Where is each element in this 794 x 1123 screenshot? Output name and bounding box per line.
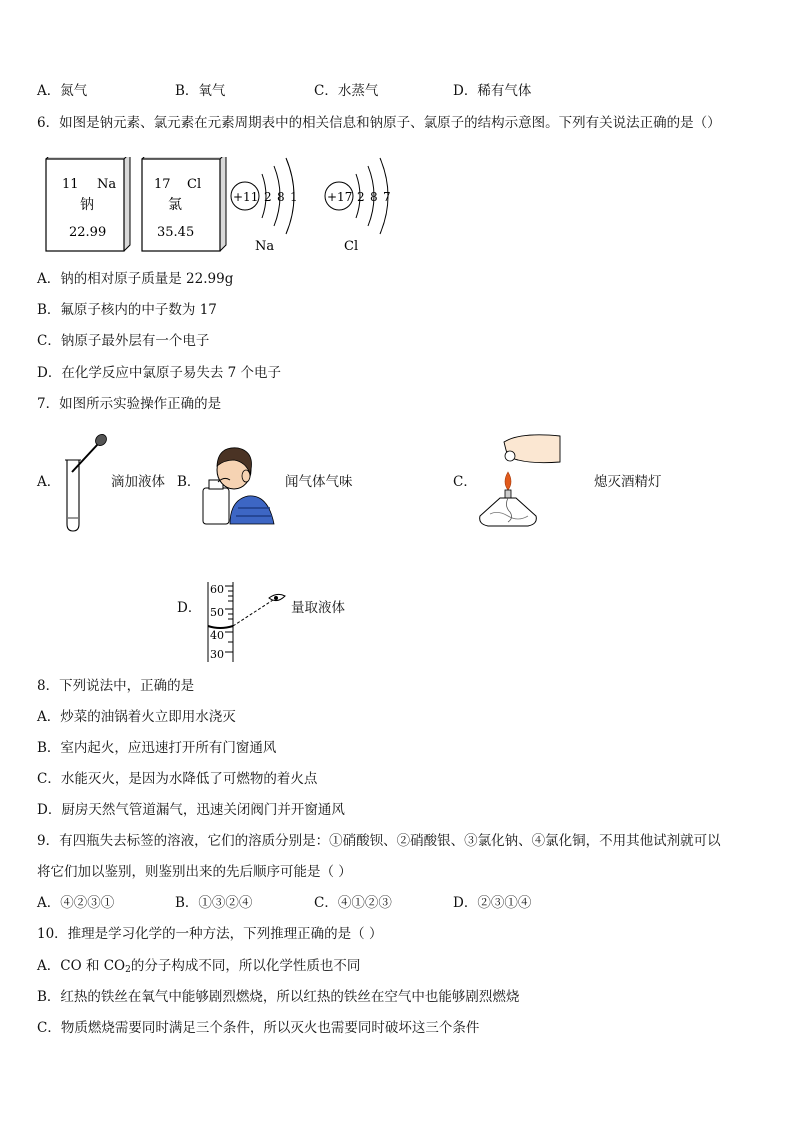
na-shell-1: 2: [264, 190, 272, 204]
q9-option-d: D．②③①④: [453, 895, 532, 911]
q7-option-c-letter: C．: [453, 474, 477, 490]
q10-option-a-pre: A．CO 和 CO: [37, 958, 126, 974]
cylinder-tick-50: 50: [210, 606, 224, 619]
q9-option-b: B．①③②④: [175, 895, 253, 911]
q6-option-b: B．氟原子核内的中子数为 17: [37, 302, 217, 318]
sodium-atom-diagram: [231, 158, 298, 254]
cl-atom-label: Cl: [344, 239, 359, 254]
q9-stem-line-1: 9．有四瓶失去标签的溶液，它们的溶质分别是：①硝酸钡、②硝酸银、③氯化钠、④氯化铜，不用其他试剂就可以: [37, 833, 721, 849]
na-name: 钠: [80, 197, 94, 213]
q7-option-c-caption: 熄灭酒精灯: [594, 474, 662, 490]
q6-figure: [44, 157, 404, 261]
q7-option-d-caption: 量取液体: [291, 600, 345, 616]
q7-option-a-letter: A．: [37, 474, 61, 490]
q9-option-a: A．④②③①: [37, 895, 115, 911]
q8-option-d: D．厨房天然气管道漏气，迅速关闭阀门并开窗通风: [37, 802, 345, 818]
element-cards-and-atom-diagrams: [44, 157, 404, 257]
na-shell-3: 1: [290, 190, 298, 204]
q7-option-b-letter: B．: [177, 474, 201, 490]
sodium-element-card: [46, 157, 130, 251]
q5-option-d: D．稀有气体: [453, 83, 532, 99]
na-nucleus-charge: +11: [233, 190, 259, 204]
na-mass: 22.99: [69, 225, 107, 240]
q9-stem-line-2: 将它们加以鉴别，则鉴别出来的先后顺序可能是（ ）: [37, 864, 352, 880]
q5-option-b: B．氧气: [175, 83, 226, 99]
cl-shell-1: 2: [357, 190, 365, 204]
smelling-gas-figure: [200, 436, 278, 530]
cl-atomic-number: 17: [154, 177, 171, 192]
q7-option-b-caption: 闻气体气味: [285, 474, 353, 490]
alcohol-lamp-figure: [474, 432, 564, 536]
q8-option-a: A．炒菜的油锅着火立即用水浇灭: [37, 709, 236, 725]
cl-shell-2: 8: [370, 190, 378, 204]
q10-option-c: C．物质燃烧需要同时满足三个条件，所以灭火也需要同时破坏这三个条件: [37, 1020, 480, 1036]
q10-stem: 10．推理是学习化学的一种方法，下列推理正确的是（ ）: [37, 926, 383, 942]
na-shell-2: 8: [277, 190, 285, 204]
cl-symbol: Cl: [187, 177, 202, 192]
q6-stem: 6．如图是钠元素、氯元素在元素周期表中的相关信息和钠原子、氯原子的结构示意图。下列有关说法正确的是（）: [37, 115, 721, 131]
cl-mass: 35.45: [157, 225, 195, 240]
q6-option-c: C．钠原子最外层有一个电子: [37, 333, 210, 349]
q6-option-a: A．钠的相对原子质量是 22.99g: [37, 271, 234, 287]
q8-stem: 8．下列说法中，正确的是: [37, 678, 195, 694]
cylinder-tick-30: 30: [210, 648, 224, 661]
q5-option-c: C．水蒸气: [314, 83, 379, 99]
cylinder-tick-40: 40: [210, 629, 224, 642]
cl-nucleus-charge: +17: [327, 190, 353, 204]
q7-option-a-caption: 滴加液体: [111, 474, 165, 490]
chlorine-element-card: [142, 157, 226, 251]
dropper-test-tube-figure: [62, 432, 112, 538]
q10-option-b: B．红热的铁丝在氧气中能够剧烈燃烧，所以红热的铁丝在空气中也能够剧烈燃烧: [37, 989, 520, 1005]
chlorine-atom-diagram: [325, 158, 391, 254]
q9-option-c: C．④①②③: [314, 895, 392, 911]
q5-option-a: A．氮气: [37, 83, 88, 99]
q6-option-d: D．在化学反应中氯原子易失去 7 个电子: [37, 365, 281, 381]
na-symbol: Na: [97, 177, 117, 192]
graduated-cylinder-figure: [203, 582, 293, 668]
na-atom-label: Na: [255, 239, 275, 254]
q7-option-d-letter: D．: [177, 600, 202, 616]
q8-option-c: C．水能灭火，是因为水降低了可燃物的着火点: [37, 771, 318, 787]
q10-option-a-post: 的分子构成不同，所以化学性质也不同: [130, 958, 361, 974]
cylinder-tick-60: 60: [210, 583, 224, 596]
q10-option-a: [37, 957, 360, 979]
q10-option-a-subscript: 2: [125, 965, 131, 975]
q7-stem: 7．如图所示实验操作正确的是: [37, 396, 222, 412]
na-atomic-number: 11: [62, 177, 79, 192]
cl-shell-3: 7: [383, 190, 391, 204]
cl-name: 氯: [168, 197, 182, 213]
q8-option-b: B．室内起火，应迅速打开所有门窗通风: [37, 740, 277, 756]
